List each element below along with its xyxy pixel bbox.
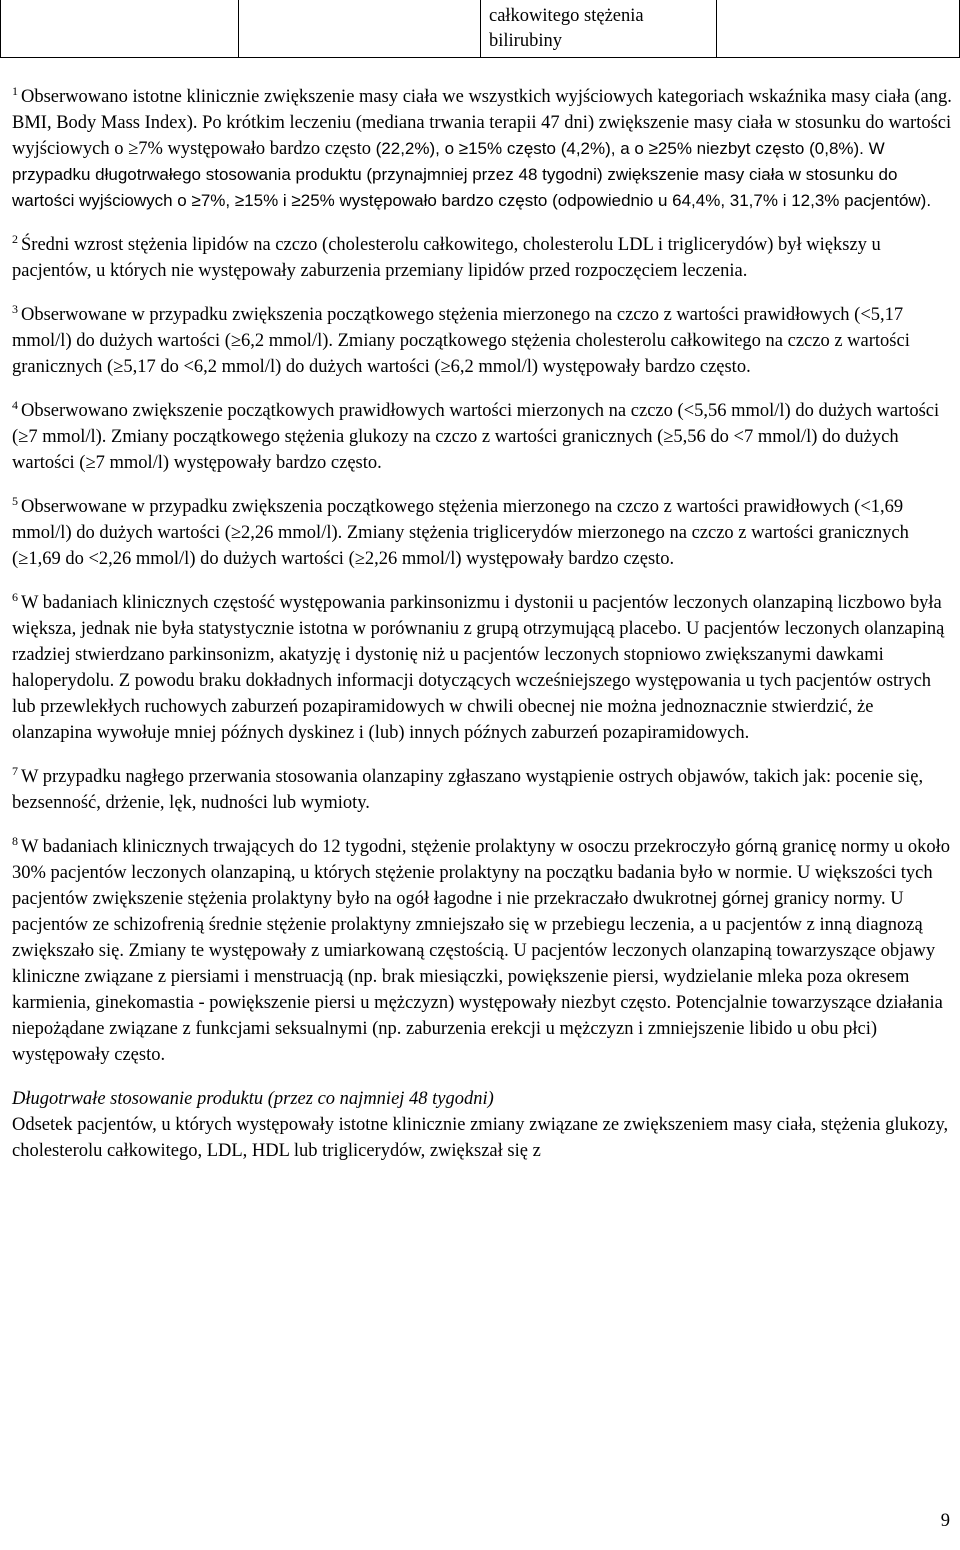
table-cell-4	[716, 0, 960, 58]
footnote-number: 1	[12, 84, 18, 98]
footnote-text: W badaniach klinicznych trwających do 12 tygodni, stężenie prolaktyny w osoczu przekroczyło górną granicę normy u około 30% pacjentów leczonych olanzapiną, u których stężenie prolaktyny na początku badania było w normie. U większości tych pacjentów zwiększenie stężenia prolaktyny było na ogół łagodne i nie przekraczało dwukrotnej górnej granicy normy. U pacjentów ze schizofrenią średnie stężenie prolaktyny zmniejszało się w przebiegu leczenia, a u pacjentów z inną diagnozą zwiększało się. Zmiany te występowały z umiarkowaną częstością. U pacjentów leczonych olanzapiną towarzyszące objawy kliniczne związane z piersiami i menstruacją (np. brak miesiączki, powiększenie piersi, wydzielanie mleka poza okresem karmienia, ginekomastia - powiększenie piersi u mężczyzn) występowały niezbyt często. Potencjalnie towarzyszące działania niepożądane związane z funkcjami seksualnymi (np. zaburzenia erekcji u mężczyzn i zmniejszenie libido u obu płci) występowały często.	[12, 837, 950, 1065]
table-cell-text: całkowitego stężenia bilirubiny	[489, 6, 644, 51]
footnote-number: 8	[12, 834, 18, 848]
table-cell-1	[0, 0, 238, 58]
footnote-8	[12, 834, 952, 1068]
footnote-5	[12, 494, 952, 572]
section-paragraph: Odsetek pacjentów, u których występowały istotne klinicznie zmiany związane ze zwiększeniem masy ciała, stężenia glukozy, cholesterolu całkowitego, LDL, HDL lub triglicerydów, zwiększał się z	[12, 1115, 949, 1161]
footnote-text: Obserwowane w przypadku zwiększenia początkowego stężenia mierzonego na czczo z wartości prawidłowych (<1,69 mmol/l) do dużych wartości (≥2,26 mmol/l). Zmiany stężenia triglicerydów mierzonego na czczo z wartości granicznych (≥1,69 do <2,26 mmol/l) do dużych wartości (≥2,26 mmol/l) występowały bardzo często.	[12, 497, 909, 569]
footnote-text: Obserwowane w przypadku zwiększenia początkowego stężenia mierzonego na czczo z wartości prawidłowych (<5,17 mmol/l) do dużych wartości (≥6,2 mmol/l). Zmiany początkowego stężenia cholesterolu całkowitego na czczo z wartości granicznych (≥5,17 do <6,2 mmol/l) do dużych wartości (≥6,2 mmol/l) występowały bardzo często.	[12, 305, 910, 377]
footnote-text: W przypadku nagłego przerwania stosowania olanzapiny zgłaszano wystąpienie ostrych objawów, takich jak: pocenie się, bezsenność, drżenie, lęk, nudności lub wymioty.	[12, 767, 924, 813]
footnote-number: 3	[12, 302, 18, 316]
footnote-text: Obserwowano istotne klinicznie zwiększenie masy ciała we wszystkich wyjściowych kategoriach wskaźnika masy ciała (ang. BMI, Body Mass Index). Po krótkim leczeniu (mediana trwania terapii 47 dni) zwiększenie masy ciała w stosunku do wartości wyjściowych o ≥7% występowało bardzo często	[12, 87, 952, 159]
footnote-2	[12, 232, 952, 284]
table-fragment	[0, 0, 960, 58]
footnote-4	[12, 398, 952, 476]
table-cell-3	[480, 0, 716, 58]
footnote-number: 7	[12, 764, 18, 778]
footnote-number: 4	[12, 398, 18, 412]
footnote-text: W badaniach klinicznych częstość występowania parkinsonizmu i dystonii u pacjentów leczonych olanzapiną liczbowo była większa, jednak nie była statystycznie istotna w porównaniu z grupą otrzymującą placebo. U pacjentów leczonych olanzapiną rzadziej stwierdzano parkinsonizm, akatyzję i dystonię niż u pacjentów leczonych stopniowo zwiększanymi dawkami haloperydolu. Z powodu braku dokładnych informacji dotyczących wcześniejszego występowania u tych pacjentów ostrych lub przewlekłych ruchowych zaburzeń pozapiramidowych w chwili obecnej nie można jednoznacznie stwierdzić, że olanzapina wywołuje mniej późnych dyskinez i (lub) innych późnych zaburzeń pozapiramidowych.	[12, 593, 945, 743]
footnote-1	[12, 84, 952, 214]
footnote-number: 2	[12, 232, 18, 246]
page-number: 9	[940, 1511, 950, 1531]
footnotes-section	[12, 84, 952, 1164]
footnote-text: Obserwowano zwiększenie początkowych prawidłowych wartości mierzonych na czczo (<5,56 mmol/l) do dużych wartości (≥7 mmol/l). Zmiany początkowego stężenia glukozy na czczo z wartości granicznych (≥5,56 do <7 mmol/l) do dużych wartości (≥7 mmol/l) występowały bardzo często.	[12, 401, 940, 473]
footnote-7	[12, 764, 952, 816]
footnote-text: Średni wzrost stężenia lipidów na czczo (cholesterolu całkowitego, cholesterolu LDL i triglicerydów) był większy u pacjentów, u których nie występowały zaburzenia przemiany lipidów przed rozpoczęciem leczenia.	[12, 235, 881, 281]
table-cell-2	[238, 0, 480, 58]
footnote-6	[12, 590, 952, 746]
footnote-number: 5	[12, 494, 18, 508]
footnote-text-sans: (22,2%), o ≥15% często (4,2%), a o ≥25% niezbyt często (0,8%). W przypadku długotrwałego stosowania produktu (przynajmniej przez 48 tygodni) zwiększenie masy ciała w stosunku do wartości wyjściowych o ≥7%, ≥15% i ≥25% występowało bardzo często (odpowiednio u 64,4%, 31,7% i 12,3% pacjentów).	[12, 139, 932, 210]
footnote-3	[12, 302, 952, 380]
section-heading: Długotrwałe stosowanie produktu (przez co najmniej 48 tygodni)	[12, 1089, 494, 1109]
footnote-number: 6	[12, 590, 18, 604]
